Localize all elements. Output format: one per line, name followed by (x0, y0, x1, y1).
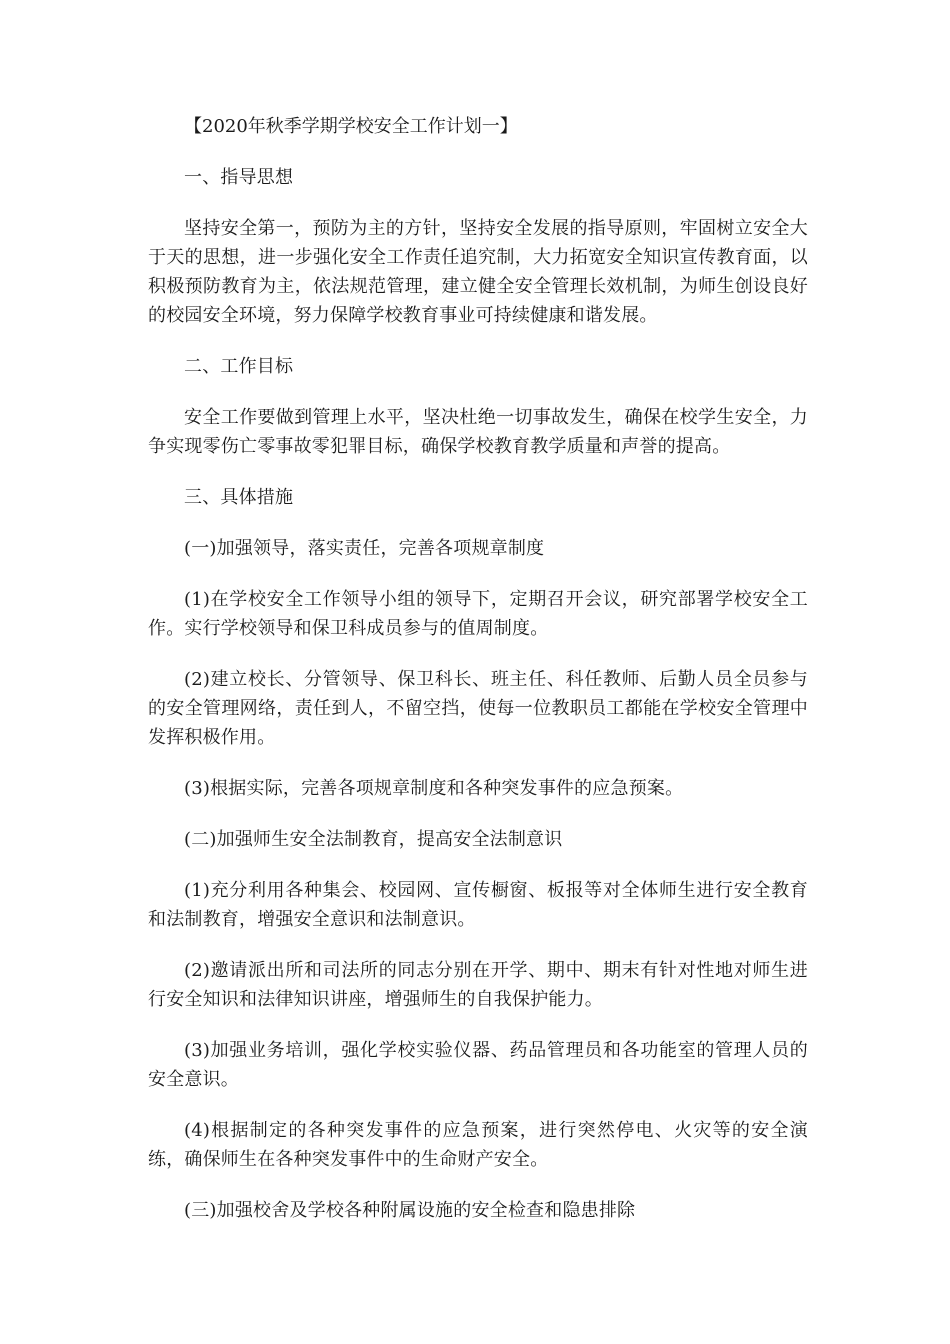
paragraph-guiding-ideology: 坚持安全第一，预防为主的方针，坚持安全发展的指导原则，牢固树立安全大于天的思想，进一步强化安全工作责任追究制，大力拓宽安全知识宣传教育面，以积极预防教育为主，依法规范管理，建立健全安全管理长效机制，为师生创设良好的校园安全环境，努力保障学校教育事业可持续健康和谐发展。 (148, 218, 808, 326)
heading-work-goals: 二、工作目标 (184, 356, 294, 377)
paragraph-item: (2)邀请派出所和司法所的同志分别在开学、期中、期末有针对性地对师生进行安全知识和法律知识讲座，增强师生的自我保护能力。 (148, 960, 808, 1010)
document-title: 【2020年秋季学期学校安全工作计划一】 (184, 116, 518, 137)
paragraph-item: (3)加强业务培训，强化学校实验仪器、药品管理员和各功能室的管理人员的安全意识。 (148, 1040, 808, 1090)
heading-guiding-ideology: 一、指导思想 (184, 167, 294, 188)
paragraph-work-goals: 安全工作要做到管理上水平，坚决杜绝一切事故发生，确保在校学生安全，力争实现零伤亡零事故零犯罪目标，确保学校教育教学质量和声誉的提高。 (148, 407, 808, 457)
paragraph-item: (3)根据实际，完善各项规章制度和各种突发事件的应急预案。 (184, 778, 684, 799)
document-body (148, 112, 808, 1247)
paragraph-item: (1)充分利用各种集会、校园网、宣传橱窗、板报等对全体师生进行安全教育和法制教育，增强安全意识和法制意识。 (148, 880, 808, 930)
paragraph-item: (1)在学校安全工作领导小组的领导下，定期召开会议，研究部署学校安全工作。实行学校领导和保卫科成员参与的值周制度。 (148, 589, 808, 639)
subheading-legal-education: (二)加强师生安全法制教育，提高安全法制意识 (184, 829, 563, 850)
paragraph-item: (4)根据制定的各种突发事件的应急预案，进行突然停电、火灾等的安全演练，确保师生在各种突发事件中的生命财产安全。 (148, 1120, 808, 1170)
subheading-facility-inspection: (三)加强校舍及学校各种附属设施的安全检查和隐患排除 (184, 1200, 636, 1221)
paragraph-item: (2)建立校长、分管领导、保卫科长、班主任、科任教师、后勤人员全员参与的安全管理网络，责任到人，不留空挡，使每一位教职员工都能在学校安全管理中发挥积极作用。 (148, 669, 808, 748)
heading-specific-measures: 三、具体措施 (184, 487, 294, 508)
subheading-leadership: (一)加强领导，落实责任，完善各项规章制度 (184, 538, 545, 559)
